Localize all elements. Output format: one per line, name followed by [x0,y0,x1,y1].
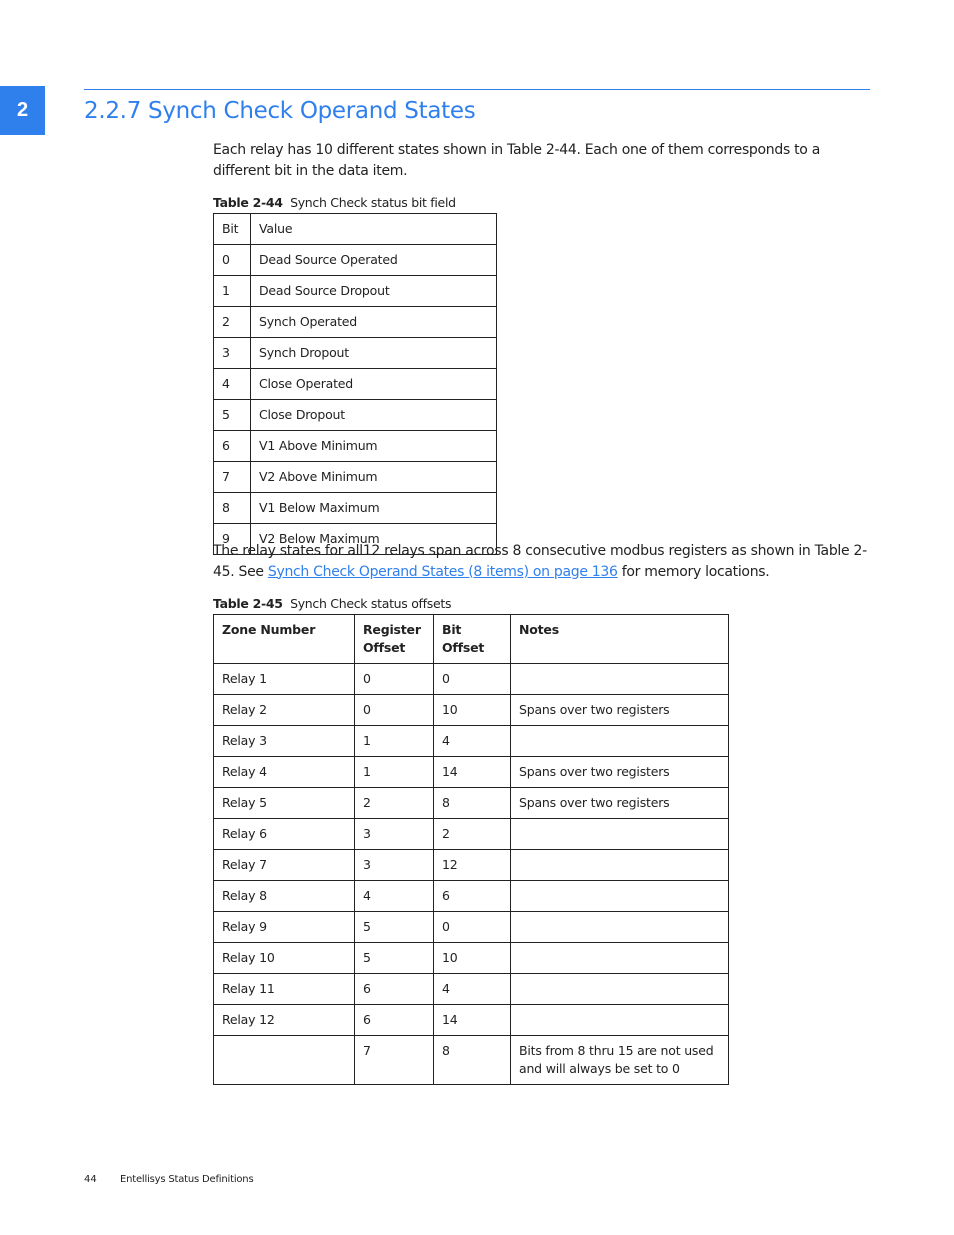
cell-zone: Relay 3 [214,726,355,757]
table-row [214,912,729,943]
cell-bit-offset: 10 [434,943,511,974]
cell-zone: Relay 7 [214,850,355,881]
cell-register-offset: 0 [355,664,434,695]
table-row [214,1036,729,1085]
table-row [214,307,497,338]
cell-zone: Relay 1 [214,664,355,695]
header-rule [84,89,870,90]
cell-bit: 1 [214,276,251,307]
cell-value: Dead Source Dropout [251,276,497,307]
cell-zone: Relay 6 [214,819,355,850]
cell-register-offset: 2 [355,788,434,819]
header-value: Value [251,214,497,245]
cell-bit: 0 [214,245,251,276]
table-2-44-caption-label: Table 2-44 [213,195,283,210]
cell-notes: Spans over two registers [511,695,729,726]
cell-register-offset: 7 [355,1036,434,1085]
table-row [214,881,729,912]
table-row [214,664,729,695]
table-row [214,462,497,493]
cell-zone: Relay 12 [214,1005,355,1036]
table-row [214,974,729,1005]
cell-value: V1 Above Minimum [251,431,497,462]
cell-value: V2 Below Maximum [251,524,497,555]
cell-notes [511,912,729,943]
cell-notes [511,1005,729,1036]
header-register-offset: Register Offset [355,615,434,664]
cell-notes [511,819,729,850]
cell-register-offset: 3 [355,850,434,881]
header-bit-offset: Bit Offset [434,615,511,664]
table-2-45-caption [213,596,451,611]
table-row [214,726,729,757]
cell-bit-offset: 8 [434,1036,511,1085]
cell-bit-offset: 14 [434,1005,511,1036]
cell-notes [511,974,729,1005]
table-row [214,850,729,881]
cell-value: V1 Below Maximum [251,493,497,524]
cell-bit: 8 [214,493,251,524]
chapter-tab: 2 [0,86,45,135]
cell-register-offset: 4 [355,881,434,912]
cell-zone: Relay 10 [214,943,355,974]
table-row [214,400,497,431]
cell-bit-offset: 8 [434,788,511,819]
offsets-paragraph-tail: for memory locations. [617,563,770,580]
cell-register-offset: 6 [355,1005,434,1036]
cell-bit-offset: 4 [434,974,511,1005]
cell-zone: Relay 5 [214,788,355,819]
cell-bit: 9 [214,524,251,555]
cell-bit: 6 [214,431,251,462]
table-row [214,369,497,400]
cell-bit: 7 [214,462,251,493]
cell-bit: 4 [214,369,251,400]
cell-bit-offset: 0 [434,664,511,695]
cell-zone: Relay 11 [214,974,355,1005]
footer-page-number: 44 [84,1174,97,1185]
cell-value: Synch Operated [251,307,497,338]
header-notes: Notes [511,615,729,664]
table-row [214,431,497,462]
table-row [214,788,729,819]
cell-zone: Relay 4 [214,757,355,788]
table-2-44-caption-text: Synch Check status bit field [290,195,456,210]
cell-notes: Bits from 8 thru 15 are not used and will always be set to 0 [511,1036,729,1085]
offsets-paragraph [213,541,873,582]
cell-bit: 5 [214,400,251,431]
cell-value: Synch Dropout [251,338,497,369]
header-zone-number: Zone Number [214,615,355,664]
intro-paragraph: Each relay has 10 different states shown in Table 2-44. Each one of them corresponds to a different bit in the data item. [213,142,820,179]
table-2-44-caption [213,195,456,210]
cell-register-offset: 5 [355,943,434,974]
synch-check-bit-field-table [213,213,497,555]
cell-zone: Relay 9 [214,912,355,943]
cell-zone: Relay 8 [214,881,355,912]
table-header-row [214,615,729,664]
table-2-45-caption-text: Synch Check status offsets [290,596,452,611]
footer-doc-title: Entellisys Status Definitions [120,1174,254,1185]
cell-zone: Relay 2 [214,695,355,726]
offsets-paragraph-text: The relay states for all12 relays span across 8 consecutive modbus registers as shown in Table 2-45. See [213,543,867,580]
cell-bit-offset: 2 [434,819,511,850]
cell-bit-offset: 6 [434,881,511,912]
cell-value: Close Operated [251,369,497,400]
cell-value: Close Dropout [251,400,497,431]
cell-register-offset: 5 [355,912,434,943]
synch-check-offsets-table [213,614,729,1085]
table-row [214,338,497,369]
cell-notes [511,881,729,912]
cell-notes: Spans over two registers [511,757,729,788]
table-header-row [214,214,497,245]
table-2-45-caption-label: Table 2-45 [213,596,283,611]
table-row [214,1005,729,1036]
cell-register-offset: 1 [355,726,434,757]
cell-bit-offset: 12 [434,850,511,881]
cell-register-offset: 6 [355,974,434,1005]
cell-bit-offset: 10 [434,695,511,726]
cell-value: Dead Source Operated [251,245,497,276]
cell-bit: 2 [214,307,251,338]
cell-bit-offset: 4 [434,726,511,757]
cell-register-offset: 3 [355,819,434,850]
table-row [214,757,729,788]
cell-bit: 3 [214,338,251,369]
table-row [214,819,729,850]
cell-register-offset: 1 [355,757,434,788]
cell-notes [511,943,729,974]
memory-locations-link[interactable]: Synch Check Operand States (8 items) on page 136 [267,563,618,580]
cell-notes [511,726,729,757]
cell-bit-offset: 14 [434,757,511,788]
cell-notes: Spans over two registers [511,788,729,819]
table-row [214,943,729,974]
cell-bit-offset: 0 [434,912,511,943]
cell-notes [511,850,729,881]
cell-value: V2 Above Minimum [251,462,497,493]
section-title: 2.2.7 Synch Check Operand States [84,98,476,124]
cell-notes [511,664,729,695]
table-row [214,493,497,524]
table-row [214,276,497,307]
table-row [214,695,729,726]
header-bit: Bit [214,214,251,245]
cell-register-offset: 0 [355,695,434,726]
cell-zone [214,1036,355,1085]
table-row [214,245,497,276]
